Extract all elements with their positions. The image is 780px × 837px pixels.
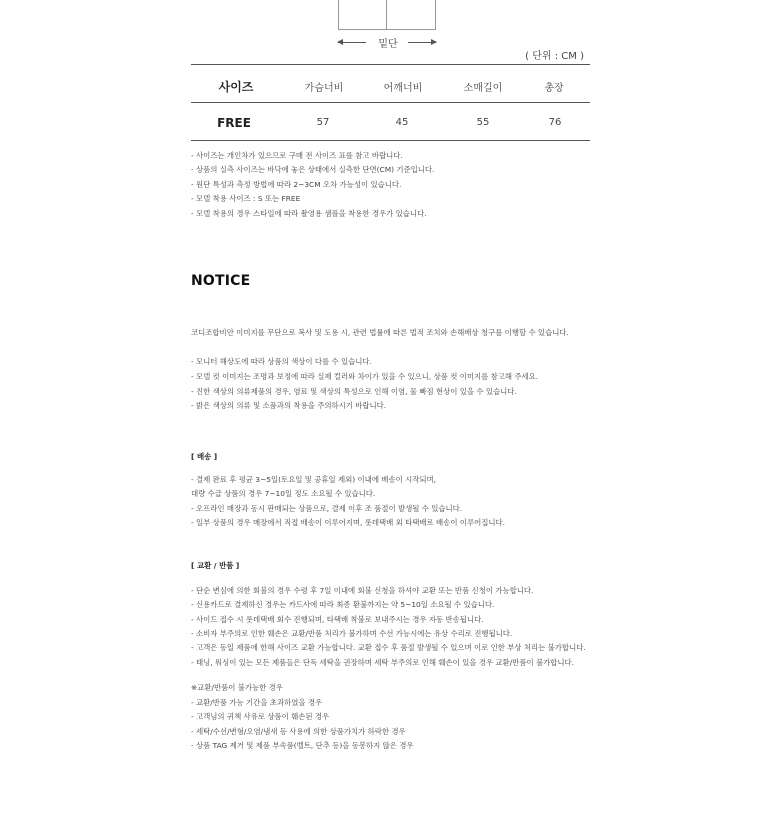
arrow-right-icon xyxy=(408,42,436,43)
shipping-title: [ 배송 ] xyxy=(191,452,218,461)
non-return-note: - 상품 TAG 제거 및 제품 부속품(벨트, 단추 등)을 동봉하지 않은 경우 xyxy=(191,741,414,750)
copyright-note: 코디조합비안 이미지를 무단으로 복사 및 도용 시, 관련 법률에 따른 법적 조치와 손해배상 청구를 이행할 수 있습니다. xyxy=(191,328,569,337)
unit-label: ( 단위 : CM ) xyxy=(525,51,584,62)
shipping-note: - 오프라인 매장과 동시 판매되는 상품으로, 결제 이후 조 품절이 발생될 수 있습니다. xyxy=(191,504,463,513)
color-note: - 모델 컷 이미지는 조명과 보정에 따라 실제 컬러와 차이가 있을 수 있으니, 상품 컷 이미지를 참고해 주세요. xyxy=(191,372,539,381)
exchange-note: - 태닝, 워싱이 있는 모든 제품들은 단독 세탁을 권장하며 세탁 부주의로 인해 훼손이 있을 경우 교환/반품이 불가합니다. xyxy=(191,658,574,667)
exchange-note: - 신용카드로 결제하신 경우는 카드사에 따라 최종 환불까지는 약 5~10일 소요될 수 있습니다. xyxy=(191,600,495,609)
size-note: - 모델 착용 사이즈 : S 또는 FREE xyxy=(191,194,301,203)
non-return-title: ※교환/반품이 불가능한 경우 xyxy=(191,683,283,692)
exchange-title: [ 교환 / 반품 ] xyxy=(191,561,240,570)
table-top-rule xyxy=(191,64,590,65)
exchange-note: - 사이드 접수 시 롯데택배 회수 진행되며, 타택배 착불로 보내주시는 경우 자동 반송됩니다. xyxy=(191,615,484,624)
cell-shoulder: 45 xyxy=(395,117,409,128)
non-return-note: - 고객님의 귀책 사유로 상품이 훼손된 경우 xyxy=(191,712,330,721)
size-note: - 상품의 실측 사이즈는 바닥에 놓은 상태에서 실측한 단면(CM) 기준입니다. xyxy=(191,165,435,174)
hem-label: 밑단 xyxy=(378,39,398,50)
shipping-note: - 일부 상품의 경우 매장에서 직접 배송이 이루어지며, 롯데택배 외 타택배로 배송이 이루어집니다. xyxy=(191,518,505,527)
color-note: - 진한 색상의 의류제품의 경우, 염료 및 색상의 특성으로 인해 이염, 물 빠짐 현상이 있을 수 있습니다. xyxy=(191,387,517,396)
header-sleeve: 소매길이 xyxy=(463,83,503,94)
header-length: 총장 xyxy=(544,83,564,94)
size-note: - 모델 착용의 경우 스타일에 따라 촬영용 샘플을 착용한 경우가 있습니다. xyxy=(191,209,427,218)
notice-title: NOTICE xyxy=(191,273,251,289)
shipping-note: 대량 수급 상품의 경우 7~10일 정도 소요될 수 있습니다. xyxy=(191,489,376,498)
shipping-note: - 결제 완료 후 평균 3~5일(토요일 및 공휴일 제외) 이내에 배송이 시작되며, xyxy=(191,475,436,484)
exchange-note: - 단순 변심에 의한 회불의 경우 수령 후 7일 이내에 회불 신청을 하셔야 교환 또는 반품 신청이 가능합니다. xyxy=(191,586,534,595)
header-chest: 가슴너비 xyxy=(304,83,344,94)
exchange-note: - 고객은 동일 제품에 한해 사이즈 교환 가능합니다. 교환 접수 후 품절 발생될 수 있으며 이로 인한 부상 처리는 불가합니다. xyxy=(191,643,586,652)
non-return-note: - 교환/반품 가능 기간을 초과하였을 경우 xyxy=(191,698,323,707)
header-size: 사이즈 xyxy=(218,80,254,94)
cell-length: 76 xyxy=(548,117,562,128)
color-note: - 밝은 색상의 의류 및 소품과의 착용을 주의하시기 바랍니다. xyxy=(191,401,387,410)
size-note: - 사이즈는 개인차가 있으므로 구매 전 사이즈 표를 참고 바랍니다. xyxy=(191,151,403,160)
cell-chest: 57 xyxy=(316,117,330,128)
non-return-note: - 세탁/수선/변형/오염/냄새 등 사용에 의한 상품가치가 하락한 경우 xyxy=(191,727,406,736)
exchange-note: - 소비자 부주의로 인한 훼손은 교환/반품 처리가 불가하며 수선 가능시에는 유상 수리로 진행됩니다. xyxy=(191,629,513,638)
table-bottom-rule xyxy=(191,140,590,141)
header-shoulder: 어깨너비 xyxy=(383,83,423,94)
garment-diagram-outline xyxy=(338,0,436,30)
cell-sleeve: 55 xyxy=(476,117,490,128)
color-note: - 모니터 해상도에 따라 상품의 색상이 다를 수 있습니다. xyxy=(191,357,372,366)
garment-diagram-centerline xyxy=(386,0,387,30)
table-header-rule xyxy=(191,102,590,103)
size-note: - 원단 특성과 측정 방법에 따라 2~3CM 오차 가능성이 있습니다. xyxy=(191,180,402,189)
cell-size: FREE xyxy=(217,116,251,130)
arrow-left-icon xyxy=(338,42,366,43)
